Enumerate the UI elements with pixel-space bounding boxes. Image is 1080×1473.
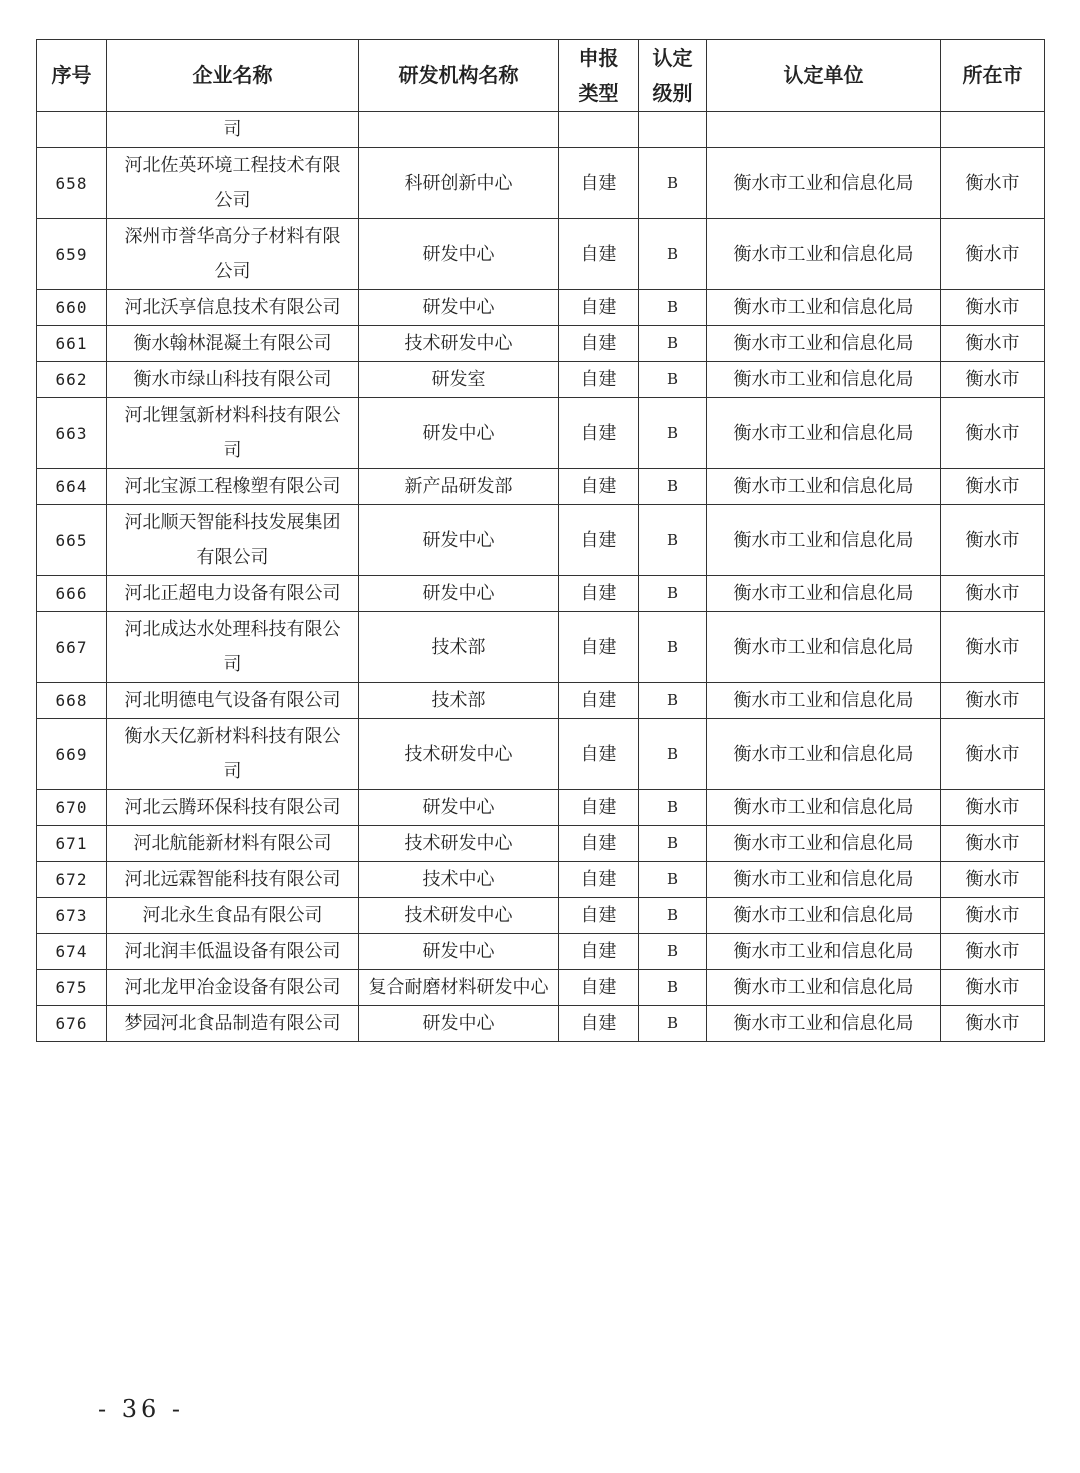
header-city: 所在市 [941, 40, 1045, 112]
seq-cell: 661 [37, 326, 107, 362]
company-cell: 河北明德电气设备有限公司 [107, 683, 359, 719]
company-cell: 河北航能新材料有限公司 [107, 826, 359, 862]
company-cell: 河北沃享信息技术有限公司 [107, 290, 359, 326]
authority-cell: 衡水市工业和信息化局 [707, 1006, 941, 1042]
type-cell: 自建 [559, 148, 639, 219]
authority-cell: 衡水市工业和信息化局 [707, 148, 941, 219]
continuation-empty-cell [359, 112, 559, 148]
type-cell: 自建 [559, 826, 639, 862]
page-number: - 36 - [98, 1395, 185, 1423]
city-cell: 衡水市 [941, 398, 1045, 469]
authority-cell: 衡水市工业和信息化局 [707, 290, 941, 326]
authority-cell: 衡水市工业和信息化局 [707, 719, 941, 790]
header-level-line2: 级别 [652, 80, 693, 105]
seq-cell: 670 [37, 790, 107, 826]
table-row [37, 469, 1045, 505]
authority-cell: 衡水市工业和信息化局 [707, 326, 941, 362]
header-type [559, 40, 639, 112]
seq-cell: 673 [37, 898, 107, 934]
company-cell: 河北正超电力设备有限公司 [107, 576, 359, 612]
company-cell: 衡水翰林混凝土有限公司 [107, 326, 359, 362]
institution-cell: 复合耐磨材料研发中心 [359, 970, 559, 1006]
table-row [37, 148, 1045, 219]
city-cell: 衡水市 [941, 1006, 1045, 1042]
authority-cell: 衡水市工业和信息化局 [707, 612, 941, 683]
seq-cell: 659 [37, 219, 107, 290]
city-cell: 衡水市 [941, 612, 1045, 683]
institution-cell: 研发中心 [359, 1006, 559, 1042]
table-row [37, 790, 1045, 826]
seq-cell: 668 [37, 683, 107, 719]
seq-cell: 676 [37, 1006, 107, 1042]
level-cell: B [639, 898, 707, 934]
city-cell: 衡水市 [941, 683, 1045, 719]
header-type-line1: 申报 [578, 45, 619, 70]
level-cell: B [639, 148, 707, 219]
institution-cell: 研发中心 [359, 398, 559, 469]
institution-cell: 技术部 [359, 612, 559, 683]
city-cell: 衡水市 [941, 505, 1045, 576]
level-cell: B [639, 719, 707, 790]
type-cell: 自建 [559, 790, 639, 826]
table-row [37, 934, 1045, 970]
authority-cell: 衡水市工业和信息化局 [707, 219, 941, 290]
seq-cell: 675 [37, 970, 107, 1006]
header-institution: 研发机构名称 [359, 40, 559, 112]
seq-cell: 665 [37, 505, 107, 576]
continuation-empty-cell [941, 112, 1045, 148]
institution-cell: 技术研发中心 [359, 898, 559, 934]
seq-cell: 663 [37, 398, 107, 469]
company-cell: 深州市誉华高分子材料有限公司 [107, 219, 359, 290]
city-cell: 衡水市 [941, 576, 1045, 612]
company-cell: 河北永生食品有限公司 [107, 898, 359, 934]
institution-cell: 研发室 [359, 362, 559, 398]
company-cell: 衡水天亿新材料科技有限公司 [107, 719, 359, 790]
authority-cell: 衡水市工业和信息化局 [707, 469, 941, 505]
level-cell: B [639, 612, 707, 683]
header-authority: 认定单位 [707, 40, 941, 112]
level-cell: B [639, 398, 707, 469]
table-row [37, 826, 1045, 862]
header-seq: 序号 [37, 40, 107, 112]
table-row [37, 219, 1045, 290]
authority-cell: 衡水市工业和信息化局 [707, 576, 941, 612]
institution-cell: 科研创新中心 [359, 148, 559, 219]
city-cell: 衡水市 [941, 290, 1045, 326]
authority-cell: 衡水市工业和信息化局 [707, 898, 941, 934]
company-cell: 河北佐英环境工程技术有限公司 [107, 148, 359, 219]
type-cell: 自建 [559, 612, 639, 683]
seq-cell: 674 [37, 934, 107, 970]
table-row [37, 1006, 1045, 1042]
institution-cell: 研发中心 [359, 290, 559, 326]
table-row [37, 612, 1045, 683]
table-row [37, 719, 1045, 790]
institution-cell: 技术研发中心 [359, 826, 559, 862]
level-cell: B [639, 469, 707, 505]
type-cell: 自建 [559, 862, 639, 898]
table-row [37, 898, 1045, 934]
institution-cell: 技术研发中心 [359, 326, 559, 362]
table-row [37, 505, 1045, 576]
city-cell: 衡水市 [941, 719, 1045, 790]
institution-cell: 技术中心 [359, 862, 559, 898]
type-cell: 自建 [559, 326, 639, 362]
company-cell: 衡水市绿山科技有限公司 [107, 362, 359, 398]
level-cell: B [639, 1006, 707, 1042]
header-level-line1: 认定 [652, 45, 693, 70]
institution-table [36, 39, 1045, 1042]
table-row [37, 970, 1045, 1006]
seq-cell: 658 [37, 148, 107, 219]
company-cell: 河北远霖智能科技有限公司 [107, 862, 359, 898]
institution-cell: 新产品研发部 [359, 469, 559, 505]
seq-cell: 671 [37, 826, 107, 862]
level-cell: B [639, 826, 707, 862]
level-cell: B [639, 934, 707, 970]
level-cell: B [639, 790, 707, 826]
city-cell: 衡水市 [941, 826, 1045, 862]
header-type-line2: 类型 [578, 80, 619, 105]
type-cell: 自建 [559, 898, 639, 934]
header-company: 企业名称 [107, 40, 359, 112]
header-level [639, 40, 707, 112]
city-cell: 衡水市 [941, 790, 1045, 826]
institution-cell: 技术研发中心 [359, 719, 559, 790]
company-cell: 河北成达水处理科技有限公司 [107, 612, 359, 683]
type-cell: 自建 [559, 362, 639, 398]
table-row [37, 290, 1045, 326]
table-row [37, 862, 1045, 898]
type-cell: 自建 [559, 934, 639, 970]
type-cell: 自建 [559, 576, 639, 612]
authority-cell: 衡水市工业和信息化局 [707, 362, 941, 398]
type-cell: 自建 [559, 505, 639, 576]
level-cell: B [639, 683, 707, 719]
authority-cell: 衡水市工业和信息化局 [707, 862, 941, 898]
city-cell: 衡水市 [941, 970, 1045, 1006]
type-cell: 自建 [559, 398, 639, 469]
institution-cell: 研发中心 [359, 934, 559, 970]
seq-cell: 664 [37, 469, 107, 505]
type-cell: 自建 [559, 683, 639, 719]
authority-cell: 衡水市工业和信息化局 [707, 683, 941, 719]
seq-cell: 669 [37, 719, 107, 790]
continuation-empty-cell [707, 112, 941, 148]
city-cell: 衡水市 [941, 898, 1045, 934]
table-row [37, 362, 1045, 398]
continuation-empty-cell [559, 112, 639, 148]
table-row [37, 326, 1045, 362]
city-cell: 衡水市 [941, 934, 1045, 970]
company-cell: 河北润丰低温设备有限公司 [107, 934, 359, 970]
type-cell: 自建 [559, 970, 639, 1006]
level-cell: B [639, 290, 707, 326]
institution-cell: 研发中心 [359, 219, 559, 290]
seq-cell: 660 [37, 290, 107, 326]
continuation-seq-cell [37, 112, 107, 148]
level-cell: B [639, 362, 707, 398]
level-cell: B [639, 219, 707, 290]
city-cell: 衡水市 [941, 362, 1045, 398]
authority-cell: 衡水市工业和信息化局 [707, 970, 941, 1006]
company-cell: 河北顺天智能科技发展集团有限公司 [107, 505, 359, 576]
header-row [37, 40, 1045, 112]
level-cell: B [639, 505, 707, 576]
type-cell: 自建 [559, 219, 639, 290]
institution-cell: 研发中心 [359, 576, 559, 612]
type-cell: 自建 [559, 290, 639, 326]
company-cell: 河北龙甲冶金设备有限公司 [107, 970, 359, 1006]
institution-cell: 技术部 [359, 683, 559, 719]
company-cell: 河北云腾环保科技有限公司 [107, 790, 359, 826]
type-cell: 自建 [559, 469, 639, 505]
level-cell: B [639, 326, 707, 362]
type-cell: 自建 [559, 1006, 639, 1042]
table-row [37, 398, 1045, 469]
seq-cell: 666 [37, 576, 107, 612]
company-cell: 河北锂氢新材料科技有限公司 [107, 398, 359, 469]
authority-cell: 衡水市工业和信息化局 [707, 505, 941, 576]
city-cell: 衡水市 [941, 862, 1045, 898]
authority-cell: 衡水市工业和信息化局 [707, 790, 941, 826]
seq-cell: 662 [37, 362, 107, 398]
authority-cell: 衡水市工业和信息化局 [707, 934, 941, 970]
level-cell: B [639, 862, 707, 898]
company-cell: 河北宝源工程橡塑有限公司 [107, 469, 359, 505]
city-cell: 衡水市 [941, 326, 1045, 362]
company-cell: 梦园河北食品制造有限公司 [107, 1006, 359, 1042]
authority-cell: 衡水市工业和信息化局 [707, 398, 941, 469]
institution-cell: 研发中心 [359, 790, 559, 826]
seq-cell: 667 [37, 612, 107, 683]
table-row [37, 683, 1045, 719]
continuation-empty-cell [639, 112, 707, 148]
table-row [37, 576, 1045, 612]
seq-cell: 672 [37, 862, 107, 898]
city-cell: 衡水市 [941, 148, 1045, 219]
level-cell: B [639, 970, 707, 1006]
level-cell: B [639, 576, 707, 612]
institution-cell: 研发中心 [359, 505, 559, 576]
city-cell: 衡水市 [941, 469, 1045, 505]
city-cell: 衡水市 [941, 219, 1045, 290]
authority-cell: 衡水市工业和信息化局 [707, 826, 941, 862]
continuation-row [37, 112, 1045, 148]
continuation-company-cell: 司 [107, 112, 359, 148]
table-body [37, 112, 1045, 1042]
type-cell: 自建 [559, 719, 639, 790]
